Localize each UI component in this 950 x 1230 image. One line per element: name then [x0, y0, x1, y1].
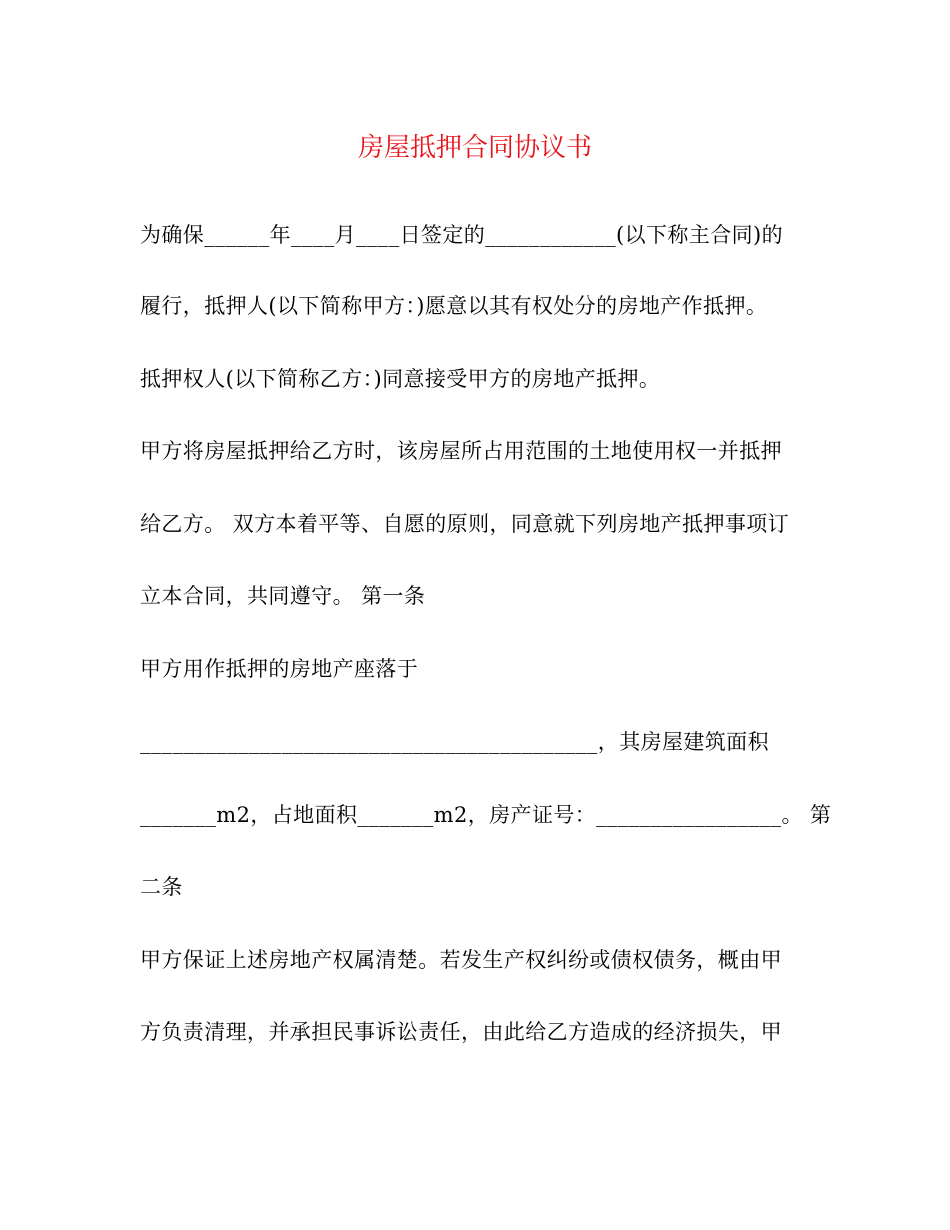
paragraph-line: 二条: [140, 875, 183, 899]
paragraph-line: 履行，抵押人(以下简称甲方：)愿意以其有权处分的房地产作抵押。: [140, 294, 768, 318]
paragraph-line: _______m2，占地面积_______m2，房产证号：_________________。 第: [140, 803, 832, 827]
paragraph-line: 甲方将房屋抵押给乙方时，该房屋所占用范围的土地使用权一并抵押: [140, 439, 782, 463]
document-title: 房屋抵押合同协议书: [357, 133, 592, 163]
paragraph-line: 方负责清理，并承担民事诉讼责任，由此给乙方造成的经济损失，甲: [140, 1020, 782, 1044]
paragraph-line: 立本合同，共同遵守。 第一条: [140, 584, 426, 608]
paragraph-line: 甲方用作抵押的房地产座落于: [140, 657, 419, 681]
paragraph-line: __________________________________________，其房屋建筑面积: [140, 730, 769, 754]
paragraph-line: 给乙方。 双方本着平等、自愿的原则，同意就下列房地产抵押事项订: [140, 512, 790, 536]
paragraph-line: 抵押权人(以下简称乙方：)同意接受甲方的房地产抵押。: [140, 367, 661, 391]
paragraph-line: 甲方保证上述房地产权属清楚。若发生产权纠纷或债权债务，概由甲: [140, 948, 782, 972]
paragraph-line: 为确保______年____月____日签定的____________(以下称主合同)的: [140, 223, 783, 247]
